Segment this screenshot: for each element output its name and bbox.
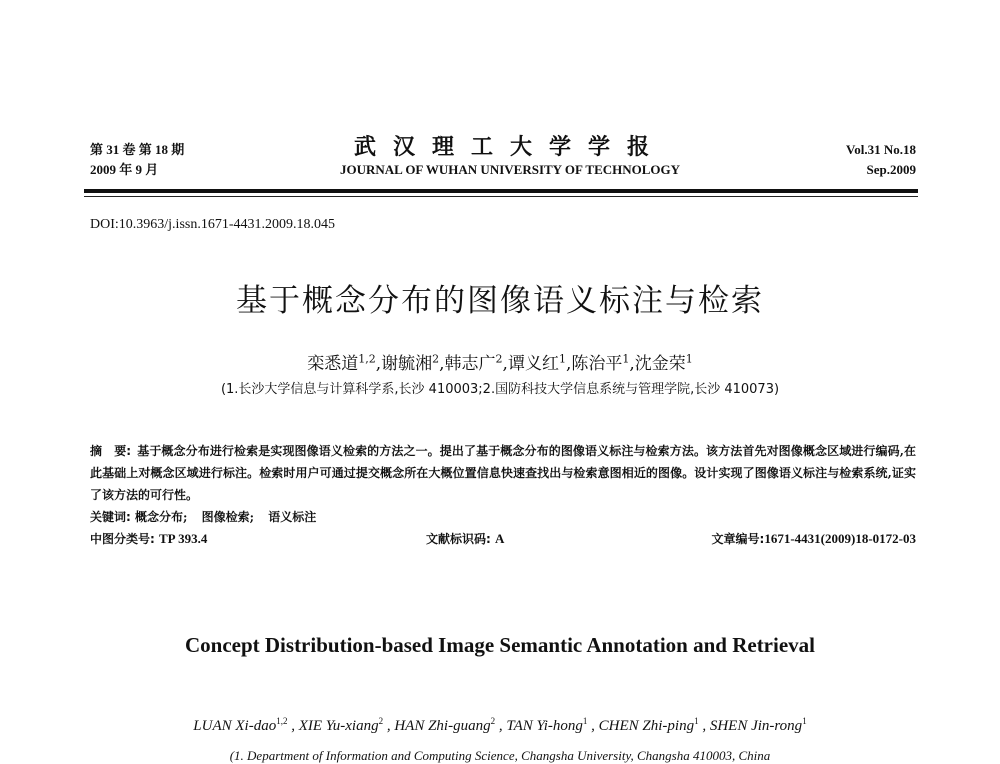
paper-title-cn: 基于概念分布的图像语义标注与检索 <box>236 283 764 319</box>
article-number: 文章编号:1671-4431(2009)18-0172-03 <box>711 531 916 546</box>
author-cn: 沈金荣$^1$ <box>634 352 693 374</box>
journal-title-en: JOURNAL OF WUHAN UNIVERSITY OF TECHNOLOGY <box>339 162 681 177</box>
author-en: SHEN Jin-rong$^1$ <box>709 716 807 734</box>
author-cn: 谢毓湘$^2$ <box>381 352 440 374</box>
abstract-label: 摘 要: <box>90 444 132 458</box>
keyword: 语义标注 <box>268 510 317 524</box>
author-cn: 陈治平$^1$ <box>571 352 630 374</box>
journal-issue-info <box>90 140 184 180</box>
header-rule-thick <box>84 189 918 193</box>
volume-issue: 第 31 卷 第 18 期 <box>90 142 185 157</box>
author-cn: 韩志广$^2$ <box>444 352 503 374</box>
journal-masthead <box>300 133 720 179</box>
journal-title-cn: 武汉理工大学学报 <box>353 134 666 160</box>
authors-cn: 栾悉道$^{1,2}$,谢毓湘$^2$,韩志广$^2$,谭义红$^1$,陈治平$^1$,沈金荣$^1$ <box>307 352 693 374</box>
author-en: XIE Yu-xiang$^2$ <box>298 716 384 734</box>
keywords-label: 关键词: <box>90 510 131 524</box>
vol-no: Vol.31 No.18 <box>846 142 916 157</box>
keywords-cn <box>90 506 326 528</box>
author-en: HAN Zhi-guang$^2$ <box>394 716 496 734</box>
document-code: 文献标识码: A <box>426 531 505 546</box>
author-en: CHEN Zhi-ping$^1$ <box>598 716 699 734</box>
author-en: LUAN Xi-dao$^{1,2}$ <box>193 716 288 734</box>
author-cn: 谭义红$^1$ <box>507 352 566 374</box>
author-cn: 栾悉道$^{1,2}$ <box>307 352 376 374</box>
doi: DOI:10.3963/j.issn.1671-4431.2009.18.045 <box>90 217 335 232</box>
issue-date-en: Sep.2009 <box>866 162 916 177</box>
author-en: TAN Yi-hong$^1$ <box>506 716 588 734</box>
affiliation-cn: (1.长沙大学信息与计算科学系,长沙 410003;2.国防科技大学信息系统与管理学院,长沙 410073) <box>220 382 780 397</box>
keyword: 图像检索; <box>201 510 255 524</box>
keyword: 概念分布; <box>135 510 188 524</box>
clc-number: 中图分类号: TP 393.4 <box>90 531 208 546</box>
journal-volume-info <box>846 140 916 180</box>
authors-en: LUAN Xi-dao$^{1,2}$ , XIE Yu-xiang$^2$ , HAN Zhi-guang$^2$ , TAN Yi-hong$^1$ , CHEN Zhi-ping$^1$ , SHEN Jin-rong$^1$ <box>193 716 807 734</box>
header-rule-thin <box>84 196 918 197</box>
affiliation-en: (1. Department of Information and Computing Science, Changsha University, Changsha 410003, China <box>229 748 771 763</box>
paper-title-en: Concept Distribution-based Image Semantic Annotation and Retrieval <box>184 633 815 657</box>
issue-date-cn: 2009 年 9 月 <box>90 162 159 177</box>
abstract-cn <box>90 440 916 506</box>
abstract-text: 基于概念分布进行检索是实现图像语义检索的方法之一。提出了基于概念分布的图像语义标注与检索方法。该方法首先对图像概念区域进行编码,在此基础上对概念区域进行标注。检索时用户可通过提交概念所在大概位置信息快速查找出与检索意图相近的图像。设计实现了图像语义标注与检索系统,证实了该方法的可行性。 <box>90 444 916 502</box>
